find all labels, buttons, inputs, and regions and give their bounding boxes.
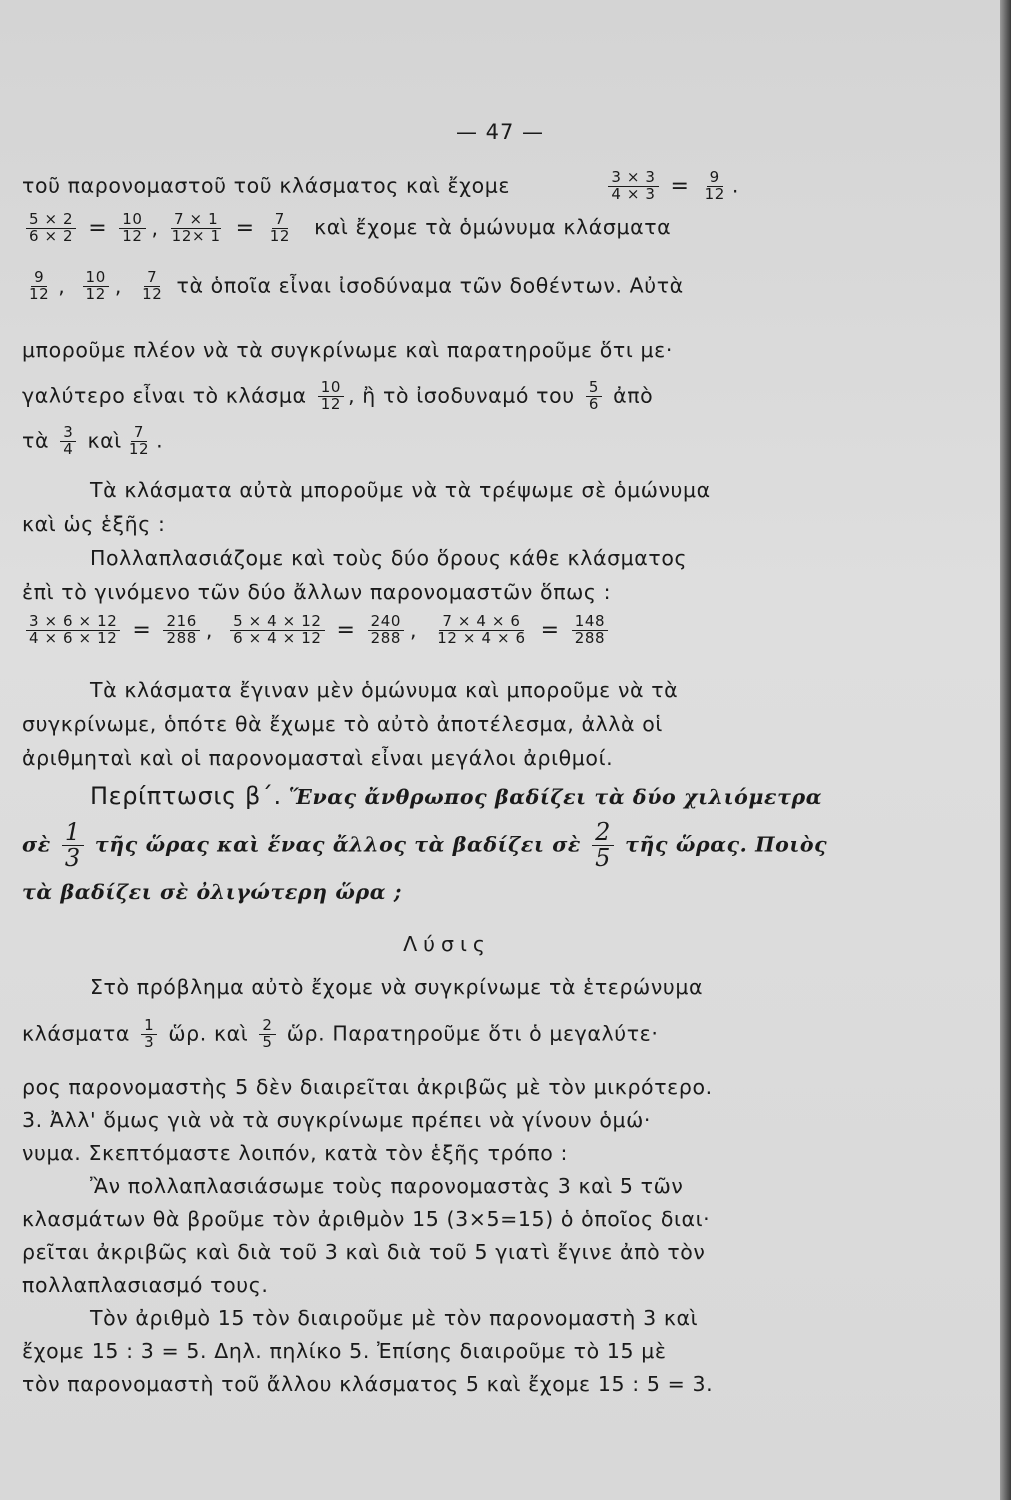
text-span: ἀπὸ	[613, 383, 654, 408]
paragraph-line: ἀριθμηταὶ καὶ οἱ παρονομασταὶ εἶναι μεγάλοι ἀριθμοί.	[22, 746, 614, 770]
text-span: τοῦ παρονομαστοῦ τοῦ κλάσματος καὶ ἔχομε	[22, 173, 511, 198]
denominator: 12	[704, 184, 725, 203]
text-span: ,	[151, 216, 159, 241]
fraction	[318, 380, 344, 413]
text-span: ὥρ. καὶ	[168, 1021, 249, 1046]
text-span: ,	[410, 618, 418, 643]
text-line: μποροῦμε πλέον νὰ τὰ συγκρίνωμε καὶ παρατηροῦμε ὅτι με·	[22, 338, 673, 362]
numerator: 5	[586, 380, 602, 397]
fraction	[26, 614, 120, 647]
denominator: 288	[574, 628, 606, 647]
numerator: 148	[572, 614, 608, 631]
text-span: =	[540, 617, 560, 643]
numerator: 7	[131, 425, 147, 442]
denominator: 288	[166, 628, 197, 647]
text-line	[22, 425, 872, 458]
case-heading	[22, 782, 940, 810]
numerator: 1	[62, 820, 84, 846]
fraction	[572, 614, 608, 647]
numerator: 3 × 6 × 12	[26, 614, 120, 631]
fraction	[26, 212, 76, 245]
text-span: ,	[205, 618, 213, 643]
text-span: τῆς ὥρας καὶ ἕνας ἄλλος τὰ βαδίζει σὲ	[94, 832, 581, 857]
fraction	[259, 1018, 275, 1051]
denominator: 12	[85, 284, 106, 303]
denominator: 3	[64, 844, 81, 873]
solution-title: Λύσις	[403, 932, 491, 956]
denominator: 288	[370, 628, 401, 647]
fraction	[26, 270, 52, 303]
denominator: 12 × 4 × 6	[437, 628, 526, 647]
numerator: 7	[144, 270, 160, 287]
denominator: 4	[63, 439, 74, 458]
fraction	[592, 820, 614, 871]
text-span: καὶ ἔχομε τὰ ὁμώνυμα κλάσματα	[314, 215, 672, 240]
numerator: 10	[318, 380, 344, 397]
fraction	[608, 170, 658, 203]
numerator: 2	[259, 1018, 275, 1035]
text-span: .	[731, 173, 740, 198]
text-line	[22, 170, 872, 203]
denominator: 6	[588, 394, 599, 413]
text-span: ὥρ. Παρατηροῦμε ὅτι ὁ μεγαλύτε·	[286, 1021, 659, 1046]
text-span: καὶ	[87, 428, 122, 453]
numerator: 7 × 1	[171, 212, 221, 229]
numerator: 240	[368, 614, 404, 631]
paragraph-line: ρεῖται ἀκριβῶς καὶ διὰ τοῦ 3 καὶ διὰ τοῦ 5 γιατὶ ἔγινε ἀπὸ τὸν	[22, 1240, 706, 1264]
paragraph-line: ρος παρονομαστὴς 5 δὲν διαιρεῖται ἀκριβῶς μὲ τὸν μικρότερο.	[22, 1075, 713, 1099]
paragraph-line: Στὸ πρόβλημα αὐτὸ ἔχομε νὰ συγκρίνωμε τὰ ἑτερώνυμα	[90, 975, 704, 999]
numerator: 2	[592, 820, 614, 846]
problem-text: Ἕνας ἄνθρωπος βαδίζει τὰ δύο χιλιόμετρα	[288, 785, 823, 809]
paragraph-line: ἐπὶ τὸ γινόμενο τῶν δύο ἄλλων παρονομαστῶν ὅπως :	[22, 580, 612, 604]
paragraph-line: Τὰ κλάσματα αὐτὰ μποροῦμε νὰ τὰ τρέψωμε σὲ ὁμώνυμα	[90, 478, 711, 502]
denominator: 12	[122, 226, 143, 245]
text-span: .	[156, 428, 164, 453]
fraction	[434, 614, 528, 647]
paragraph-line: κλασμάτων θὰ βροῦμε τὸν ἀριθμὸν 15 (3×5=15) ὁ ὁποῖος διαι·	[22, 1207, 711, 1231]
denominator: 12	[128, 439, 150, 458]
fraction	[163, 614, 199, 647]
fraction	[586, 380, 602, 413]
paragraph-line: καὶ ὡς ἑξῆς :	[22, 512, 166, 536]
case-label: Περίπτωσις β΄.	[90, 782, 282, 810]
fraction	[119, 212, 145, 245]
paragraph-line: Τὰ κλάσματα ἔγιναν μὲν ὁμώνυμα καὶ μποροῦμε νὰ τὰ	[90, 678, 679, 702]
paragraph-line: νυμα. Σκεπτόμαστε λοιπόν, κατὰ τὸν ἑξῆς τρόπο :	[22, 1141, 568, 1165]
numerator: 7	[272, 212, 288, 229]
page-number: — 47 —	[455, 120, 545, 144]
text-span: , ἢ τὸ ἰσοδυναμό του	[348, 383, 575, 408]
denominator: 6 × 4 × 12	[233, 628, 322, 647]
problem-line	[22, 820, 872, 871]
fraction	[702, 170, 728, 203]
text-span: ,	[58, 274, 66, 299]
numerator: 3	[60, 425, 76, 442]
paragraph-line: συγκρίνωμε, ὁπότε θὰ ἔχωμε τὸ αὐτὸ ἀποτέλεσμα, ἀλλὰ οἱ	[22, 712, 663, 736]
numerator: 216	[163, 614, 199, 631]
text-span: ,	[114, 274, 122, 299]
fraction	[139, 270, 165, 303]
equation-line	[22, 212, 872, 245]
denominator: 12	[29, 284, 50, 303]
fraction	[267, 212, 293, 245]
text-line	[22, 380, 872, 413]
denominator: 3	[144, 1032, 155, 1051]
fraction	[141, 1018, 157, 1051]
text-span: τὰ ὁποῖα εἶναι ἰσοδύναμα τῶν δοθέντων. Αὐτὰ	[176, 273, 684, 298]
fraction	[60, 425, 76, 458]
equals-sign: =	[670, 173, 690, 199]
fraction	[126, 425, 152, 458]
paragraph-line: 3. Ἀλλ' ὅμως γιὰ νὰ τὰ συγκρίνωμε πρέπει νὰ γίνουν ὁμώ·	[22, 1108, 651, 1132]
text-span: =	[132, 617, 152, 643]
text-line	[22, 1018, 872, 1051]
denominator: 12	[320, 394, 342, 413]
denominator: 12	[269, 226, 290, 245]
text-span: γαλύτερο εἶναι τὸ κλάσμα	[22, 383, 307, 408]
fraction	[368, 614, 404, 647]
numerator: 3 × 3	[608, 170, 658, 187]
equation-line	[22, 270, 872, 303]
text-span: τὰ	[22, 428, 50, 453]
text-span: τῆς ὥρας. Ποιὸς	[625, 832, 828, 857]
paragraph-line: Πολλαπλασιάζομε καὶ τοὺς δύο ὅρους κάθε κλάσματος	[90, 546, 688, 570]
denominator: 5	[262, 1032, 273, 1051]
fraction	[62, 820, 84, 871]
numerator: 1	[141, 1018, 157, 1035]
fraction	[230, 614, 324, 647]
paragraph-line: πολλαπλασιασμό τους.	[22, 1273, 269, 1297]
denominator: 5	[595, 844, 611, 873]
page-edge-shadow	[1000, 0, 1011, 1500]
numerator: 10	[119, 212, 145, 229]
numerator: 5 × 4 × 12	[230, 614, 324, 631]
paragraph-line: ἔχομε 15 : 3 = 5. Δηλ. πηλίκο 5. Ἐπίσης διαιροῦμε τὸ 15 μὲ	[22, 1339, 667, 1363]
text-span: =	[88, 215, 108, 241]
text-span: κλάσματα	[22, 1021, 130, 1046]
paragraph-line: τὸν παρονομαστὴ τοῦ ἄλλου κλάσματος 5 καὶ ἔχομε 15 : 5 = 3.	[22, 1372, 714, 1396]
equation-line	[22, 614, 872, 647]
numerator: 10	[83, 270, 109, 287]
denominator: 4 × 3	[611, 184, 656, 203]
text-span: σὲ	[22, 832, 51, 857]
paragraph-line: Τὸν ἀριθμὸ 15 τὸν διαιροῦμε μὲ τὸν παρονομαστὴ 3 καὶ	[90, 1306, 699, 1330]
denominator: 4 × 6 × 12	[29, 628, 118, 647]
fraction	[83, 270, 109, 303]
paragraph-line: Ἂν πολλαπλασιάσωμε τοὺς παρονομαστὰς 3 καὶ 5 τῶν	[90, 1174, 684, 1198]
fraction	[169, 212, 224, 245]
problem-line: τὰ βαδίζει σὲ ὀλιγώτερη ὥρα ;	[22, 880, 403, 904]
numerator: 9	[31, 270, 47, 287]
denominator: 6 × 2	[29, 226, 74, 245]
denominator: 12× 1	[171, 226, 221, 245]
numerator: 9	[707, 170, 723, 187]
numerator: 5 × 2	[26, 212, 76, 229]
denominator: 12	[142, 284, 163, 303]
numerator: 7 × 4 × 6	[439, 614, 523, 631]
text-span: =	[235, 215, 255, 241]
text-span: =	[336, 617, 356, 643]
